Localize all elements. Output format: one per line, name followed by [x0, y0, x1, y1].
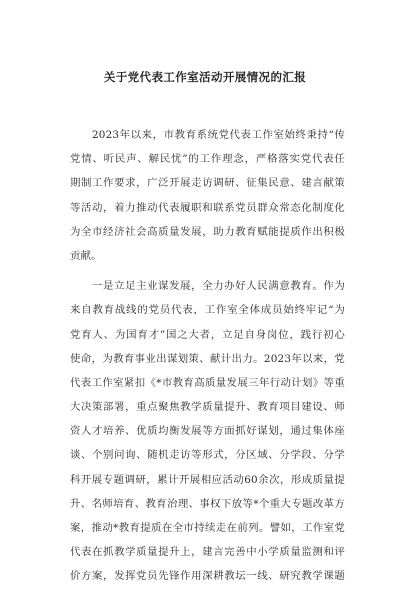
document-body — [70, 123, 345, 589]
document-title: 关于党代表工作室活动开展情况的汇报 — [103, 70, 307, 84]
paragraph-1 — [70, 123, 345, 268]
paragraph-line: 使命，为教育事业出谋划策、献计出力。2023年以来，党 — [70, 352, 345, 365]
paragraph-line: 代表在抓教学质量提升上，建言完善中小学质量监测和评 — [70, 546, 345, 559]
paragraph-line: 科开展专题调研，累计开展相应活动60余次，形成质量提 — [70, 473, 345, 486]
paragraph-line: 大决策部署，重点聚焦教学质量提升、教育项目建设、师 — [70, 401, 345, 414]
paragraph-line: 来自教育战线的党员代表，工作室全体成员始终牢记“为 — [70, 304, 345, 317]
paragraph-line: 为全市经济社会高质量发展，助力教育赋能提质作出积极 — [70, 225, 345, 238]
paragraph-line: 升、名师培育、教育治理、事权下放等*个重大专题改革方 — [70, 497, 345, 510]
paragraph-line: 党情、听民声、解民忧”的工作理念，严格落实党代表任 — [70, 153, 345, 166]
paragraph-line: 价方案，发挥党员先锋作用深耕教坛一线、研究教学课题 — [70, 570, 345, 583]
paragraph-line: 一是立足主业谋发展，全力办好人民满意教育。作为 — [70, 280, 345, 293]
paragraph-line: 党育人、为国育才”国之大者，立足自身岗位，践行初心 — [70, 328, 345, 341]
paragraph-line: 谈、个别问询、随机走访等形式，分区域、分学段、分学 — [70, 449, 345, 462]
paragraph-line: 案，推动*教育提质在全市持续走在前列。譬如，工作室党 — [70, 522, 345, 534]
paragraph-line: 代表工作室紧扣《*市教育高质量发展三年行动计划》等重 — [70, 376, 345, 389]
paragraph-line: 等活动，着力推动代表履职和联系党员群众常态化制度化 — [70, 201, 345, 214]
paragraph-line: 贡献。 — [70, 249, 102, 262]
paragraph-2 — [70, 274, 345, 588]
paragraph-line: 资人才培养、优质均衡发展等方面抓好谋划，通过集体座 — [70, 425, 345, 438]
paragraph-line: 期制工作要求，广泛开展走访调研、征集民意、建言献策 — [70, 177, 345, 190]
paragraph-line: 2023年以来，市教育系统党代表工作室始终秉持“传 — [70, 129, 345, 141]
